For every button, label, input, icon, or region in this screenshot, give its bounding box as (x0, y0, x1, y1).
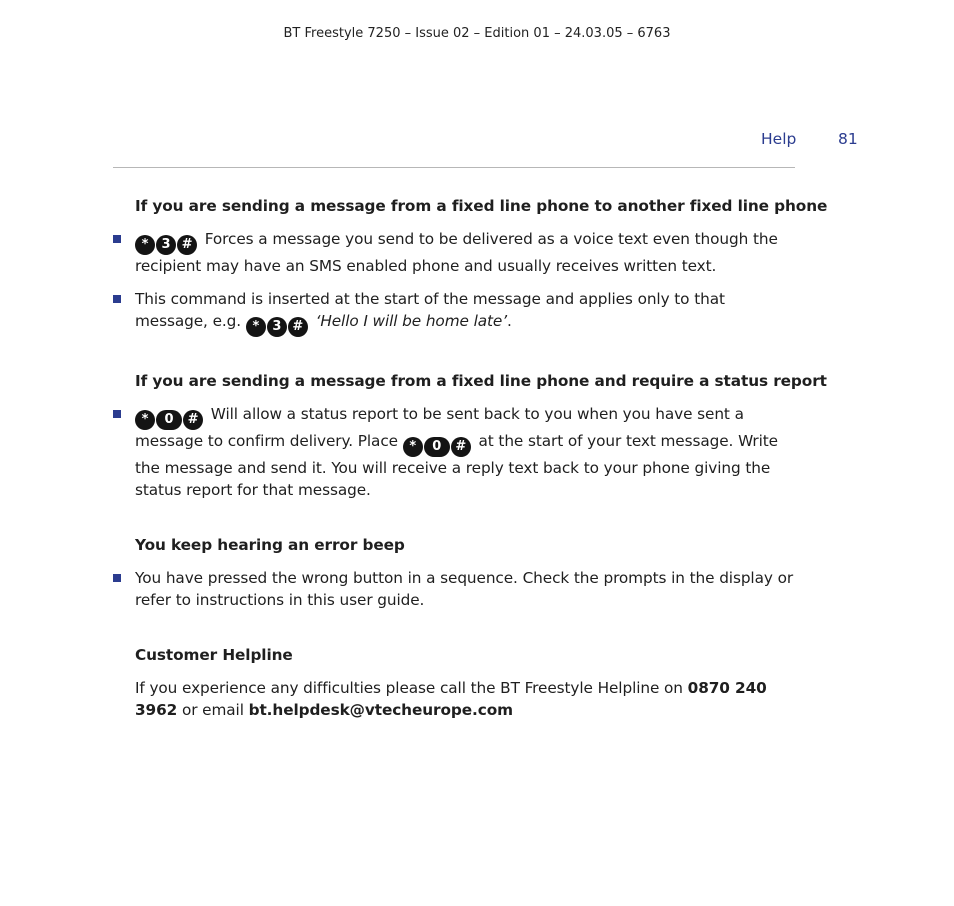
helpline-paragraph (135, 677, 795, 721)
star-key-icon: * (135, 235, 155, 255)
bullet-marker (113, 574, 121, 582)
bullet-voice-text (135, 228, 795, 277)
zero-key-icon: 0 (156, 410, 182, 430)
bullet-text-continued: at the start of your text message. Write the message and send it. You will receive a reply text back to your phone giving the status report for that message. (135, 432, 778, 499)
hash-key-icon: # (177, 235, 197, 255)
key-sequence-star-0-hash (135, 403, 204, 430)
key-sequence-star-3-hash (246, 310, 309, 337)
bullet-text: This command is inserted at the start of the message and applies only to that message, e.g. (135, 290, 725, 330)
example-message: ‘Hello I will be home late’ (315, 312, 507, 330)
bullet-status-report (135, 403, 795, 501)
helpline-text: If you experience any difficulties please call the BT Freestyle Helpline on (135, 679, 683, 697)
bullet-text: You have pressed the wrong button in a sequence. Check the prompts in the display or refer to instructions in this user guide. (135, 569, 794, 609)
bullet-text: Forces a message you send to be delivered as a voice text even though the recipient may have an SMS enabled phone and usually receives written text. (135, 230, 778, 275)
key-sequence-star-3-hash (135, 228, 198, 255)
document-info-line: BT Freestyle 7250 – Issue 02 – Edition 01 – 24.03.05 – 6763 (283, 26, 671, 41)
star-key-icon: * (246, 317, 266, 337)
bullet-marker (113, 295, 121, 303)
helpline-email-label: or email (181, 701, 244, 719)
section-title: Help (761, 130, 797, 148)
helpline-phone-number: 0870 240 3962 (135, 679, 767, 719)
hash-key-icon: # (288, 317, 308, 337)
heading-status-report: If you are sending a message from a fixed line phone and require a status report (135, 372, 827, 390)
zero-key-icon: 0 (424, 437, 450, 457)
helpline-email: bt.helpdesk@vtecheurope.com (248, 701, 513, 719)
bullet-marker (113, 410, 121, 418)
bullet-marker (113, 235, 121, 243)
bullet-error-beep (135, 567, 795, 611)
page-number: 81 (838, 130, 858, 148)
heading-customer-helpline: Customer Helpline (135, 646, 293, 664)
page-content (135, 195, 828, 721)
bullet-text: Will allow a status report to be sent back to you when you have sent a message to confirm delivery. Place (135, 405, 744, 450)
heading-fixed-to-fixed: If you are sending a message from a fixed line phone to another fixed line phone (135, 197, 828, 215)
bullet-text-end: . (506, 312, 512, 330)
header-divider (113, 167, 795, 168)
bullet-command-insert (135, 288, 795, 337)
star-key-icon: * (135, 410, 155, 430)
key-sequence-star-0-hash (403, 430, 472, 457)
hash-key-icon: # (183, 410, 203, 430)
star-key-icon: * (403, 437, 423, 457)
three-key-icon: 3 (267, 317, 287, 337)
three-key-icon: 3 (156, 235, 176, 255)
hash-key-icon: # (451, 437, 471, 457)
heading-error-beep: You keep hearing an error beep (135, 536, 405, 554)
